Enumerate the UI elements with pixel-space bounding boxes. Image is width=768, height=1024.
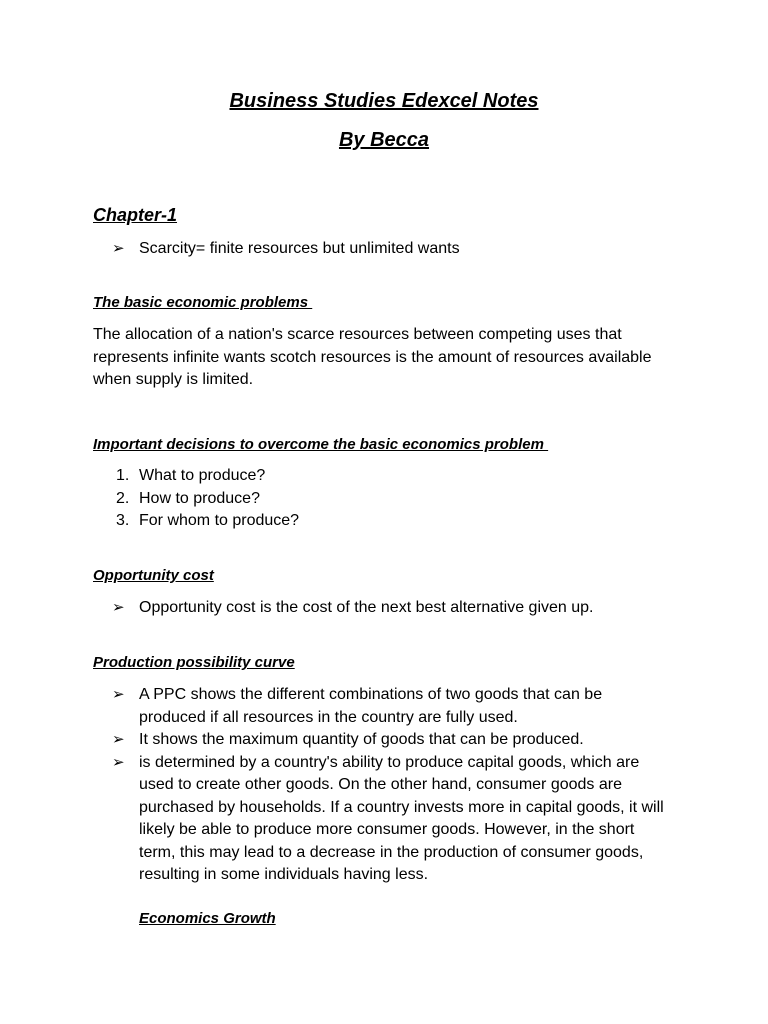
section-heading-economic-growth: Economics Growth <box>139 910 276 927</box>
list-number: 2. <box>116 489 130 507</box>
list-item-text: For whom to produce? <box>139 512 300 529</box>
list-item <box>0 465 669 488</box>
list-item-text: A PPC shows the different combinations of two goods that can be produced if all resources in the country are fully used. <box>139 686 603 726</box>
arrow-bullet-icon: ➢ <box>112 686 125 703</box>
list-item-text: Scarcity= finite resources but unlimited wants <box>139 240 460 257</box>
arrow-bullet-icon: ➢ <box>112 753 125 771</box>
list-item <box>0 488 669 511</box>
list-item-text: It shows the maximum quantity of goods that can be produced. <box>139 731 584 748</box>
list-item-text: What to produce? <box>139 467 266 484</box>
arrow-bullet-icon: ➢ <box>112 240 125 257</box>
document-author: By Becca <box>338 129 430 151</box>
list-item-text: is determined by a country's ability to produce capital goods, which are used to create other goods. On the other hand, consumer goods are purchased by households. If a country invests more in capital goods, it will likely be able to produce more consumer goods. However, in the short term, this may lead to a decrease in the production of consumer goods, resulting in some individuals having less. <box>139 753 664 883</box>
list-item <box>0 752 669 887</box>
section-heading-decisions: Important decisions to overcome the basic economics problem <box>93 436 549 453</box>
list-number: 3. <box>116 512 130 529</box>
basic-problems-paragraph: The allocation of a nation's scarce resources between competing uses that represents infinite wants scotch resources is the amount of resources available when supply is limited. <box>93 326 652 388</box>
list-item <box>0 597 669 620</box>
document-title: Business Studies Edexcel Notes <box>229 90 539 112</box>
arrow-bullet-icon: ➢ <box>112 599 125 616</box>
section-heading-opportunity-cost: Opportunity cost <box>93 567 214 584</box>
list-item <box>0 238 669 261</box>
section-heading-ppc: Production possibility curve <box>93 654 295 671</box>
decisions-numbered-list <box>0 465 669 533</box>
opportunity-bullet-list <box>0 597 669 620</box>
chapter-heading: Chapter-1 <box>93 205 178 225</box>
section-heading-basic-problems: The basic economic problems <box>93 294 313 311</box>
chapter-bullet-list <box>0 238 669 261</box>
ppc-bullet-list <box>0 684 669 887</box>
list-item <box>0 729 669 752</box>
list-item-text: Opportunity cost is the cost of the next best alternative given up. <box>139 599 594 616</box>
list-number: 1. <box>116 467 130 484</box>
list-item-text: How to produce? <box>139 489 260 507</box>
arrow-bullet-icon: ➢ <box>112 731 125 748</box>
list-item <box>0 510 669 533</box>
list-item <box>0 684 669 729</box>
